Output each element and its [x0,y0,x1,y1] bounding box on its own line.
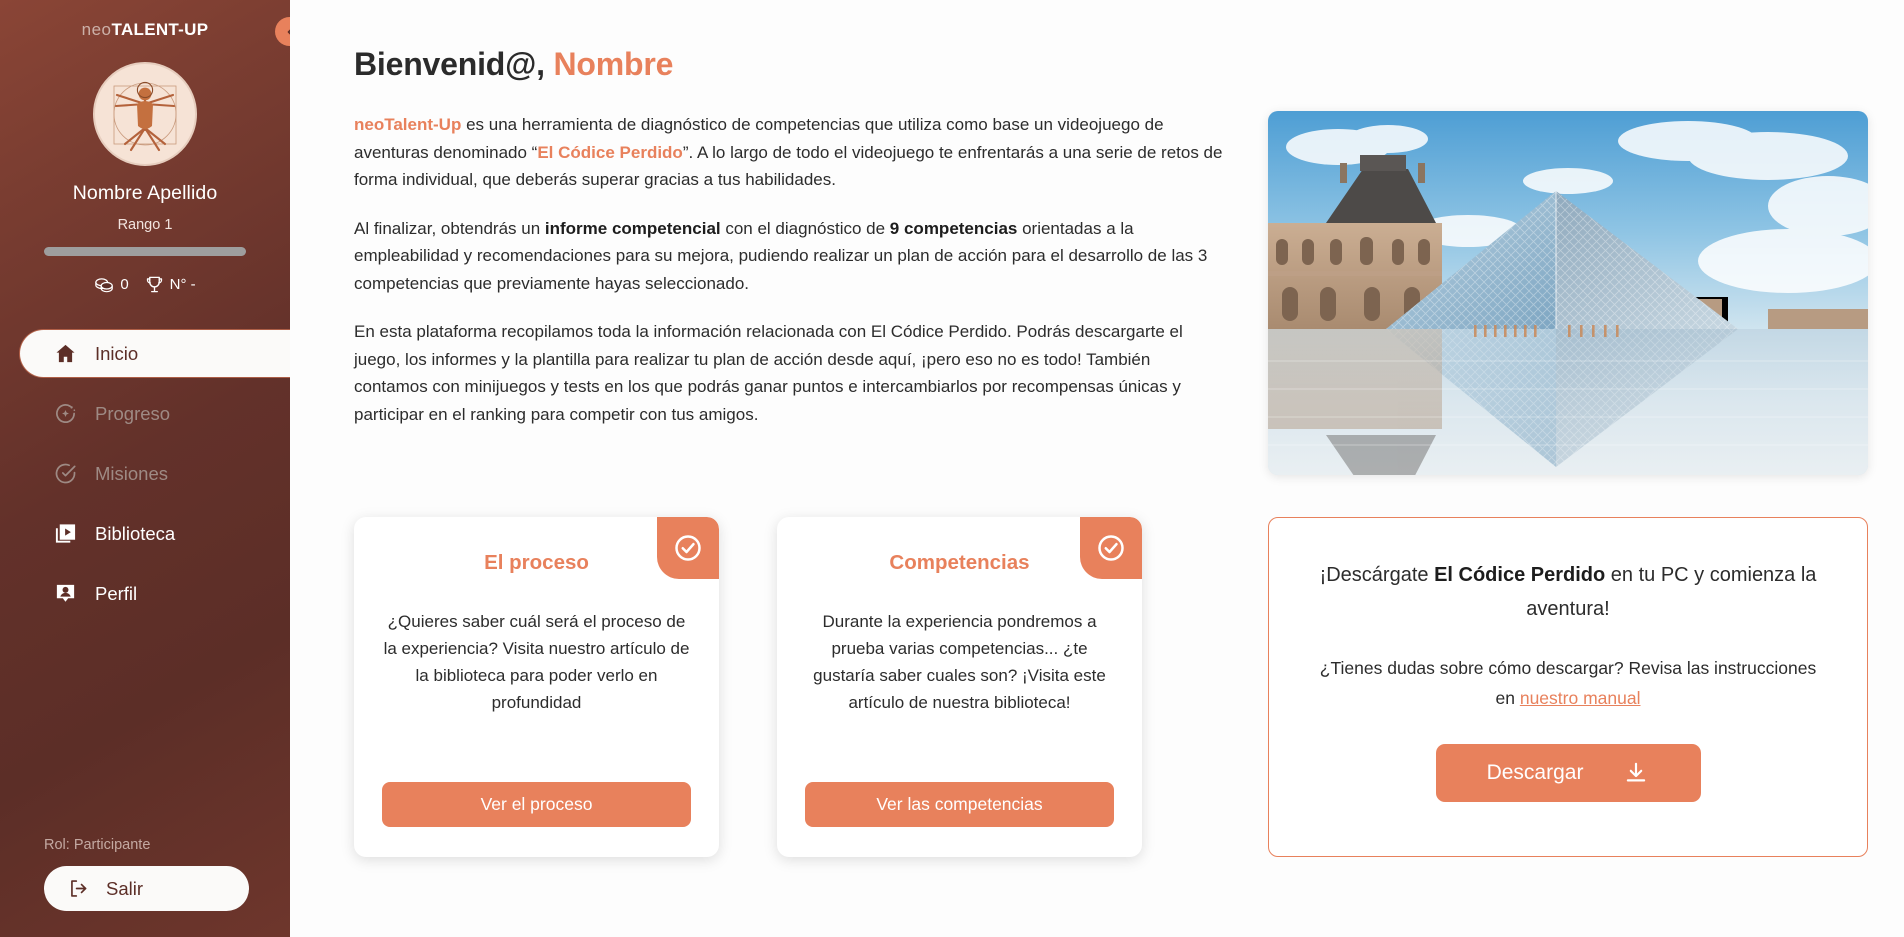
trophy-value: N° - [169,276,196,293]
trophy-icon [145,275,164,294]
card-title: Competencias [889,551,1030,574]
download-game-name: El Códice Perdido [1434,564,1606,586]
sidebar-item-misiones [20,450,290,497]
intro-paragraph-2 [354,215,1224,298]
hero-image [1268,111,1868,475]
card-badge [657,517,719,579]
sidebar-collapse-button[interactable] [275,17,290,46]
trophy-stat [145,275,196,294]
check-circle-icon [52,462,78,485]
sidebar [0,0,290,937]
louvre-pyramid-illustration [1268,111,1868,475]
descargar-button[interactable] [1436,744,1701,802]
download-icon [1623,760,1649,786]
page-title-greeting: Bienvenid@, [354,46,554,82]
logout-label: Salir [106,877,144,899]
download-column [1268,475,1868,857]
sidebar-item-biblioteca[interactable] [20,510,290,557]
coins-icon [94,276,114,294]
download-panel [1268,517,1868,857]
main-content [290,0,1904,937]
ver-las-competencias-button[interactable]: Ver las competencias [805,782,1114,827]
download-headline [1313,558,1823,627]
check-circle-icon [1096,533,1126,563]
intro-p2-part-c: orientadas a la empleabilidad y recomendaciones para su mejora, pudiendo realizar un plan de acción para el desarrollo de las 3 competencias que previamente hayas seleccionado. [354,218,1208,293]
sidebar-item-label: Misiones [95,462,168,484]
sidebar-footer [0,837,290,911]
library-icon [52,522,78,545]
sidebar-item-progreso [20,390,290,437]
user-rank: Rango 1 [117,217,173,233]
logout-button[interactable] [44,866,249,911]
sidebar-item-label: Inicio [95,342,139,364]
intro-p2-part-a: Al finalizar, obtendrás un [354,218,545,238]
page-title [354,46,1850,83]
page-title-name: Nombre [553,46,674,82]
role-label: Rol: Participante [44,837,151,853]
descargar-label: Descargar [1486,761,1584,785]
intro-p2-bold-2: 9 competencias [889,218,1018,238]
card-competencias [777,517,1142,857]
bottom-grid [354,475,1850,857]
hero-column [1268,111,1868,475]
manual-link[interactable]: nuestro manual [1519,688,1641,709]
sidebar-nav [0,330,290,617]
download-help-a: ¿Tienes dudas sobre cómo descargar? Revisa las instrucciones en [1319,657,1817,709]
card-text: Durante la experiencia pondremos a prueba varias competencias... ¿te gustaría saber cuales son? ¡Visita este artículo de nuestra biblioteca! [813,612,1106,712]
logo-bold-part: TALENT-UP [111,20,209,39]
intro-paragraph-3: En esta plataforma recopilamos toda la información relacionada con El Códice Perdido. Podrás descargarte el juego, los informes y la plantilla para realizar tu plan de acción desde aquí, ¡pero eso no es todo! También contamos con minijuegos y tests en los que podrás ganar puntos e intercambiarlos por recompensas únicas y participar en el ranking para competir con tus amigos. [354,322,1183,424]
sidebar-item-label: Progreso [95,402,171,424]
vitruvian-man-icon [95,64,195,164]
user-name: Nombre Apellido [72,182,218,204]
game-name: El Códice Perdido [537,142,683,162]
card-title: El proceso [484,551,589,574]
intro-p1-part-b: ”. A lo largo de todo el videojuego te enfrentarás a una serie de retos de forma individual, que deberás superar gracias a tus habilidades. [354,142,1223,190]
avatar [93,62,197,166]
card-text: ¿Quieres saber cuál será el proceso de la experiencia? Visita nuestro artículo de la biblioteca para poder verlo en profundidad [383,612,690,712]
intro-text [354,111,1224,428]
intro-p1-part-a: es una herramienta de diagnóstico de competencias que utiliza como base un videojuego de aventuras denominado “ [354,115,1164,162]
card-badge [1080,517,1142,579]
profile-icon [52,582,78,605]
coins-value: 0 [120,276,129,293]
app-logo [82,20,209,40]
logo-light-part: neo [81,20,112,39]
cards-column [354,475,1224,857]
logout-icon [68,878,89,899]
top-grid [354,111,1850,475]
brand-name: neoTalent-Up [354,115,462,134]
info-cards [354,517,1224,857]
rank-progress-bar [44,247,246,256]
user-stats [94,275,195,294]
download-help-text [1313,653,1823,714]
home-icon [52,342,78,365]
sidebar-item-inicio[interactable] [20,330,290,377]
intro-p2-part-b: con el diagnóstico de [720,218,890,238]
intro-column [354,111,1224,428]
sidebar-item-label: Biblioteca [95,522,176,544]
progress-icon [52,402,78,425]
sidebar-item-label: Perfil [95,582,138,604]
intro-paragraph-1 [354,111,1224,194]
check-circle-icon [673,533,703,563]
intro-p2-bold-1: informe competencial [544,218,721,238]
chevron-left-icon [284,26,291,38]
ver-el-proceso-button[interactable]: Ver el proceso [382,782,691,827]
coins-stat [94,276,128,294]
sidebar-item-perfil[interactable] [20,570,290,617]
card-el-proceso [354,517,719,857]
download-headline-a: ¡Descárgate [1319,564,1435,586]
download-headline-c: en tu PC y comienza la aventura! [1526,564,1817,621]
